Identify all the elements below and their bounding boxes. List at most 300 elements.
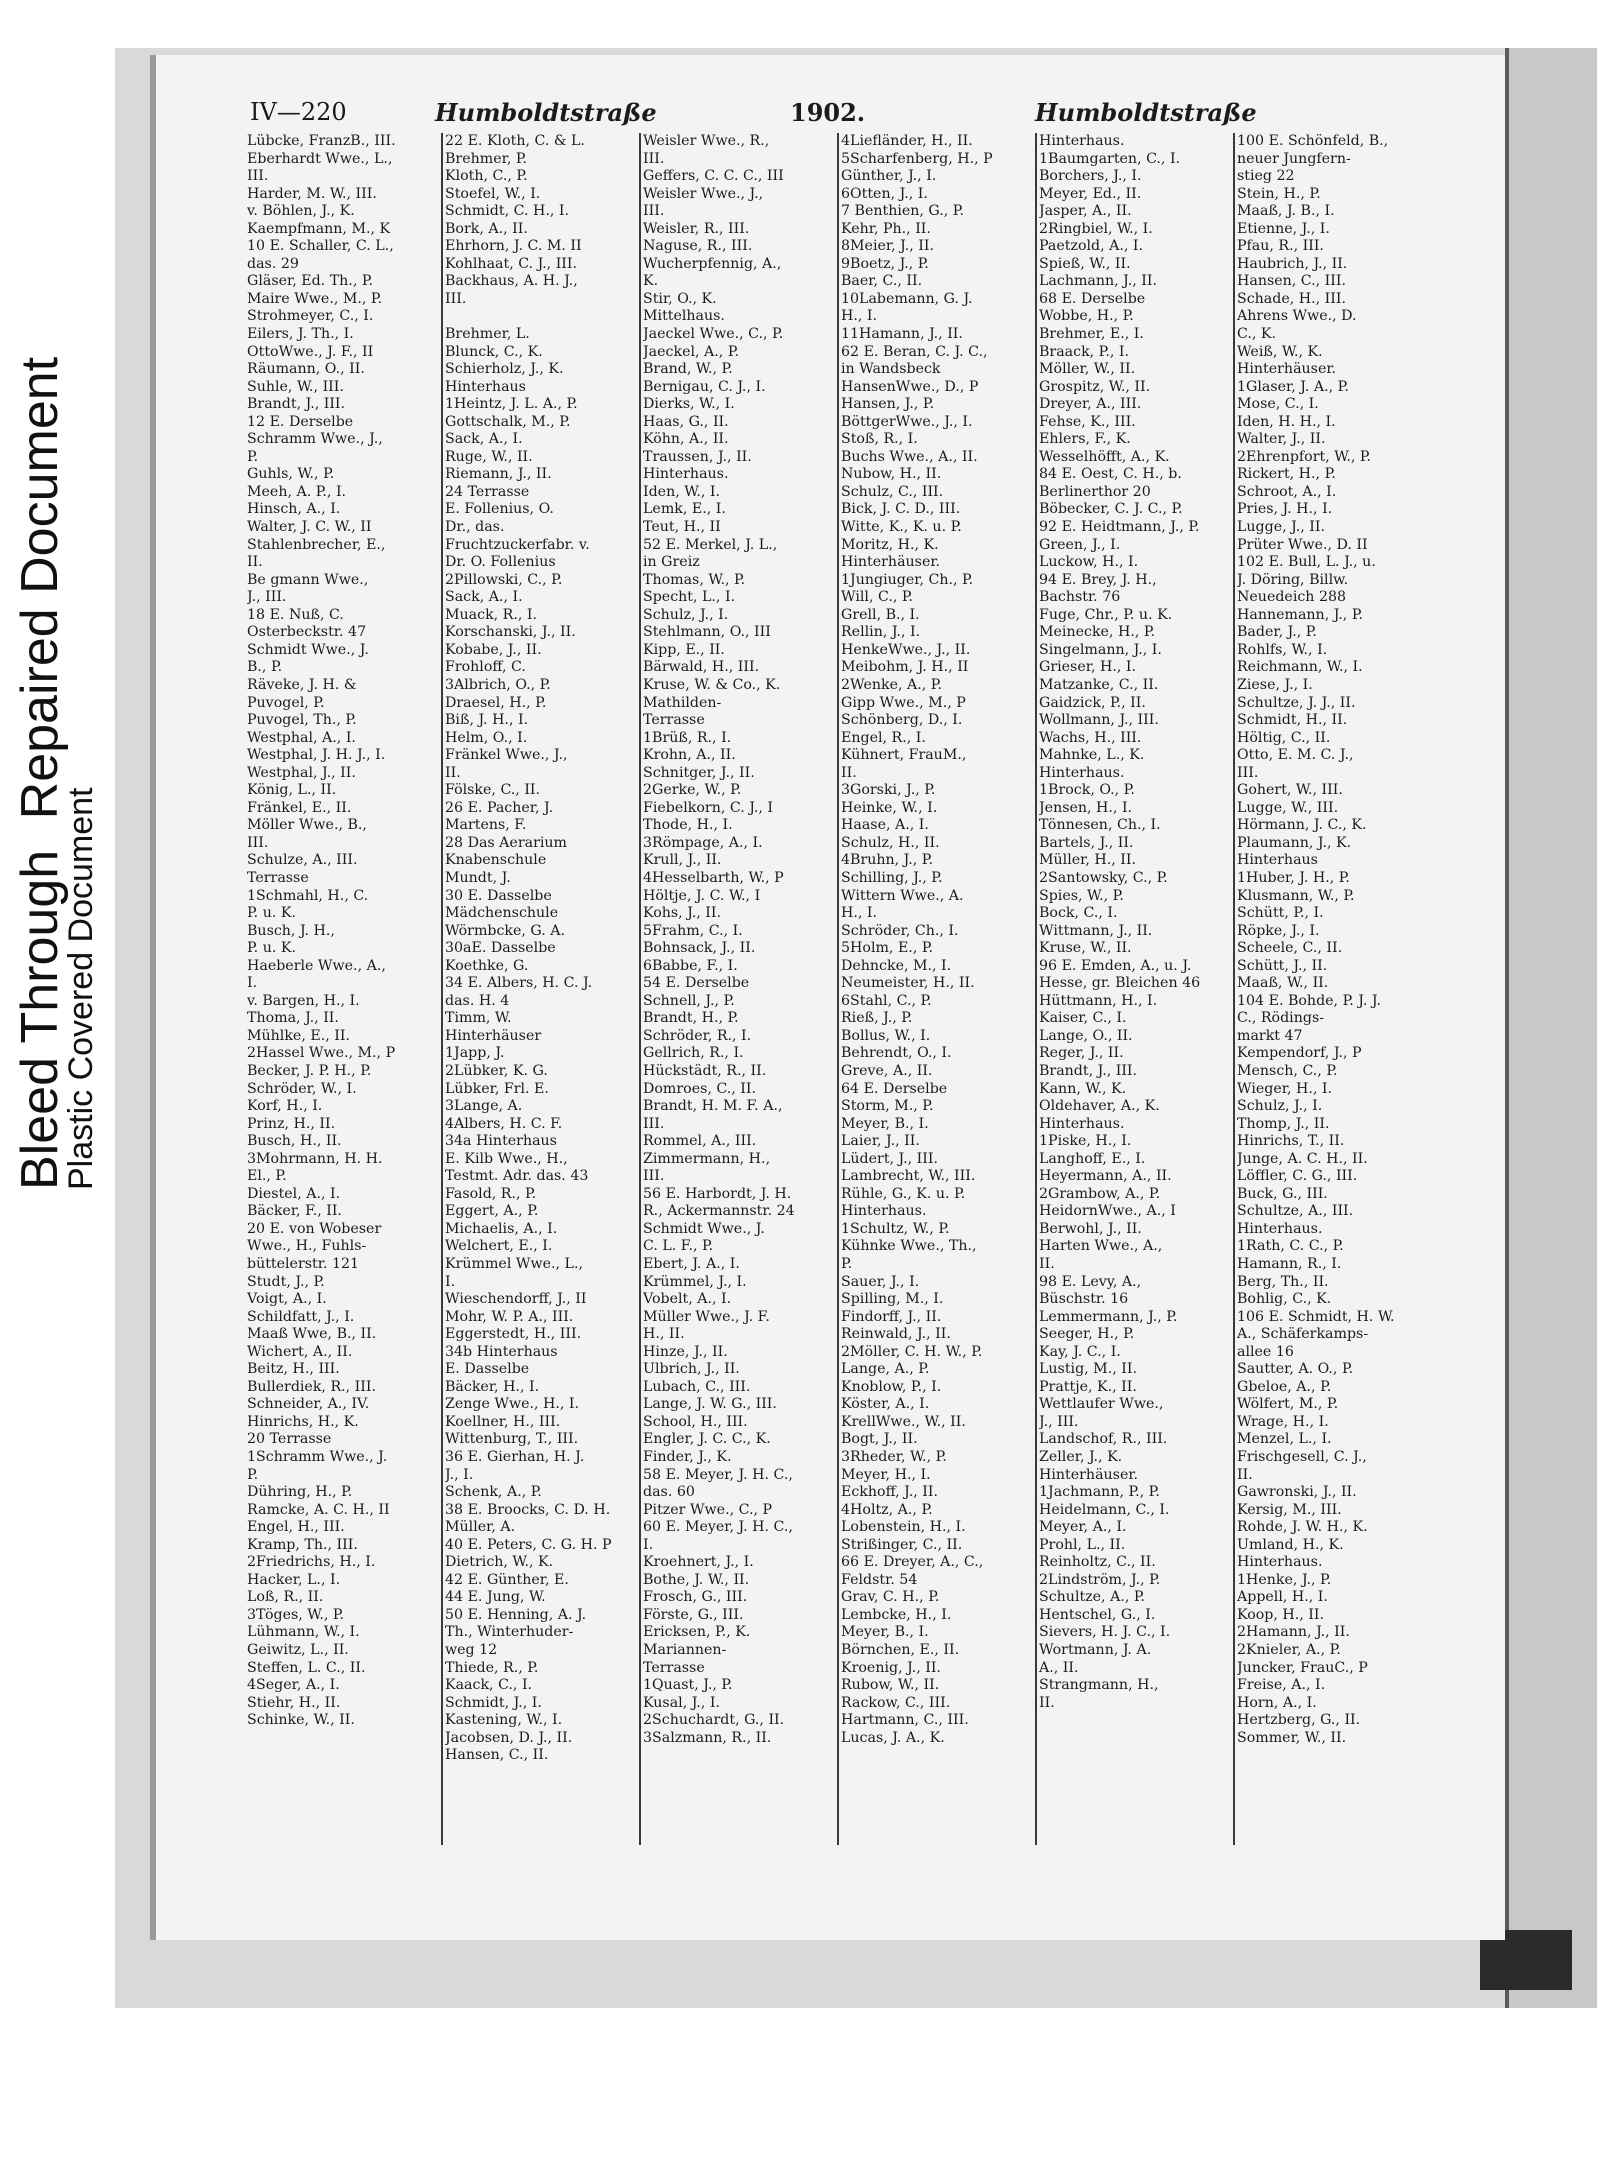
directory-entry: Dreyer, A., III. bbox=[1039, 396, 1142, 413]
directory-entry: Biß, J. H., I. bbox=[445, 712, 529, 729]
directory-entry: Bachstr. 76 bbox=[1039, 589, 1121, 606]
side-label-plastic: Plastic Covered Document bbox=[62, 787, 100, 1190]
directory-entry: 94 E. Brey, J. H., bbox=[1039, 571, 1157, 588]
directory-entry: Bollus, W., I. bbox=[841, 1027, 931, 1044]
directory-entry: 2Hamann, J., II. bbox=[1237, 1624, 1350, 1641]
directory-entry: Ulbrich, J., II. bbox=[643, 1361, 740, 1378]
directory-entry: Voigt, A., I. bbox=[247, 1291, 327, 1308]
directory-entry: Plaumann, J., K. bbox=[1237, 834, 1352, 851]
directory-entry: Brandt, J., III. bbox=[1039, 1062, 1138, 1079]
directory-entry: Koethke, G. bbox=[445, 957, 529, 974]
directory-entry: Möller, W., II. bbox=[1039, 361, 1136, 378]
side-labels bbox=[0, 180, 115, 1190]
directory-entry: II. bbox=[1237, 1466, 1253, 1483]
directory-entry: 2Friedrichs, H., I. bbox=[247, 1554, 376, 1571]
directory-entry: Appell, H., I. bbox=[1237, 1589, 1328, 1606]
directory-entry: Rühle, G., K. u. P. bbox=[841, 1185, 966, 1202]
directory-entry: Hinterhaus bbox=[445, 378, 526, 395]
directory-entry: 28 Das Aerarium bbox=[445, 834, 567, 851]
directory-entry: Be gmann Wwe., bbox=[247, 571, 369, 588]
directory-entry: 3Römpage, A., I. bbox=[643, 834, 763, 851]
directory-entry: Kohlhaat, C. J., III. bbox=[445, 255, 578, 272]
directory-entry: Paetzold, A., I. bbox=[1039, 238, 1144, 255]
directory-entry: Hinterhäuser bbox=[445, 1027, 542, 1044]
directory-entry: Mathilden- bbox=[643, 694, 722, 711]
directory-entry: Teut, H., II bbox=[643, 519, 721, 536]
directory-entry: Bohlig, C., K. bbox=[1237, 1291, 1332, 1308]
directory-entry: 3Mohrmann, H. H. bbox=[247, 1150, 383, 1167]
directory-entry: Domroes, C., II. bbox=[643, 1080, 756, 1097]
directory-entry: Loß, R., II. bbox=[247, 1589, 324, 1606]
directory-entry: Lustig, M., II. bbox=[1039, 1361, 1137, 1378]
directory-entry: Eilers, J. Th., I. bbox=[247, 326, 354, 343]
directory-entry: 34b Hinterhaus bbox=[445, 1343, 558, 1360]
directory-entry: Wörmbcke, G. A. bbox=[445, 922, 566, 939]
directory-entry: P. bbox=[841, 1256, 853, 1272]
directory-entry: Lachmann, J., II. bbox=[1039, 273, 1158, 290]
directory-entry: Hinrichs, H., K. bbox=[247, 1413, 359, 1430]
directory-entry: Wieger, H., I. bbox=[1237, 1080, 1333, 1097]
directory-entry: Grell, B., I. bbox=[841, 606, 920, 623]
directory-entry: Schmidt Wwe., J. bbox=[247, 641, 369, 658]
directory-entry: Ehlers, F., K. bbox=[1039, 431, 1131, 448]
directory-entry: HansenWwe., D., P bbox=[841, 378, 979, 395]
directory-entry: 2Grambow, A., P. bbox=[1039, 1185, 1161, 1202]
directory-entry: Räumann, O., II. bbox=[247, 361, 365, 378]
directory-entry: Eggerstedt, H., III. bbox=[445, 1326, 582, 1343]
directory-entry: Fränkel Wwe., J., bbox=[445, 747, 568, 764]
directory-entry: Hinterhaus. bbox=[841, 1203, 927, 1220]
directory-entry: Green, J., I. bbox=[1039, 536, 1121, 553]
directory-entry: 26 E. Pacher, J. bbox=[445, 799, 554, 816]
directory-entry: Ericksen, P., K. bbox=[643, 1624, 751, 1641]
directory-entry: Zimmermann, H., bbox=[643, 1150, 771, 1167]
directory-entry: Kramp, Th., III. bbox=[247, 1536, 358, 1553]
directory-entry: Weisler, R., III. bbox=[643, 220, 750, 237]
directory-column-6 bbox=[1235, 133, 1433, 1845]
directory-entry: 3Lange, A. bbox=[445, 1098, 523, 1115]
directory-entry: Etienne, J., I. bbox=[1237, 220, 1330, 237]
directory-entry: Hesse, gr. Bleichen 46 bbox=[1039, 975, 1201, 992]
directory-entry: Prattje, K., II. bbox=[1039, 1378, 1137, 1395]
directory-entry: A., Schäferkamps- bbox=[1237, 1326, 1369, 1343]
directory-entry: Hinze, J., II. bbox=[643, 1343, 728, 1360]
directory-entry: Witte, K., K. u. P. bbox=[841, 519, 962, 536]
directory-entry: Hinterhaus. bbox=[1039, 1115, 1125, 1132]
directory-entry: Kühnke Wwe., Th., bbox=[841, 1238, 977, 1255]
directory-entry: Fruchtzuckerfabr. v. bbox=[445, 536, 590, 553]
directory-entry: B., P. bbox=[247, 659, 283, 676]
directory-entry: J., I. bbox=[445, 1466, 474, 1483]
directory-entry: 56 E. Harbordt, J. H. bbox=[643, 1185, 792, 1202]
directory-entry: Harder, M. W., III. bbox=[247, 185, 377, 202]
directory-entry: Schenk, A., P. bbox=[445, 1484, 542, 1501]
directory-entry: Gbeloe, A., P. bbox=[1237, 1378, 1332, 1395]
directory-entry: 6Babbe, F., I. bbox=[643, 957, 738, 974]
directory-entry: Suhle, W., III. bbox=[247, 378, 344, 395]
directory-entry: Müller, H., II. bbox=[1039, 852, 1136, 869]
directory-entry: 2Knieler, A., P. bbox=[1237, 1642, 1341, 1659]
directory-entry: Frosch, G., III. bbox=[643, 1589, 748, 1606]
directory-entry: 4Holtz, A., P. bbox=[841, 1501, 933, 1518]
directory-entry: Wrage, H., I. bbox=[1237, 1413, 1329, 1430]
directory-entry: 102 E. Bull, L. J., u. bbox=[1237, 554, 1376, 571]
directory-entry: Neuedeich 288 bbox=[1237, 589, 1347, 606]
directory-entry: Schütt, P., I. bbox=[1237, 905, 1324, 922]
directory-entry: Schierholz, J., K. bbox=[445, 361, 564, 378]
directory-entry: El., P. bbox=[247, 1168, 287, 1185]
directory-entry: Mühlke, E., II. bbox=[247, 1027, 350, 1044]
directory-entry bbox=[445, 308, 635, 326]
directory-entry: Kruse, W. & Co., K. bbox=[643, 676, 781, 693]
directory-entry: III. bbox=[247, 168, 269, 185]
directory-column-3 bbox=[641, 133, 839, 1845]
directory-entry: Stahlenbrecher, E., bbox=[247, 536, 386, 553]
directory-entry: Stein, H., P. bbox=[1237, 185, 1321, 202]
directory-entry: Gläser, Ed. Th., P. bbox=[247, 273, 374, 290]
directory-entry: Hinrichs, T., II. bbox=[1237, 1133, 1345, 1150]
directory-entry: 18 E. Nuß, C. bbox=[247, 606, 344, 623]
directory-entry: Rohde, J. W. H., K. bbox=[1237, 1519, 1368, 1536]
directory-entry: Schultze, A., III. bbox=[1237, 1203, 1354, 1220]
directory-entry: Backhaus, A. H. J., bbox=[445, 273, 578, 290]
directory-entry: Lübker, Frl. E. bbox=[445, 1080, 549, 1097]
directory-entry: 50 E. Henning, A. J. bbox=[445, 1606, 587, 1623]
directory-entry: Ahrens Wwe., D. bbox=[1237, 308, 1357, 325]
directory-entry: Schroot, A., I. bbox=[1237, 483, 1337, 500]
directory-entry: P. u. K. bbox=[247, 905, 296, 922]
directory-entry: Westphal, J. H. J., I. bbox=[247, 747, 386, 764]
directory-entry: 4Liefländer, H., II. bbox=[841, 133, 973, 149]
directory-entry: Lange, J. W. G., III. bbox=[643, 1396, 777, 1413]
directory-entry: Fasold, R., P. bbox=[445, 1185, 537, 1202]
directory-entry: Kroenig, J., II. bbox=[841, 1659, 941, 1676]
side-label-primary bbox=[10, 341, 70, 1190]
directory-entry: 44 E. Jung, W. bbox=[445, 1589, 546, 1606]
directory-entry: Studt, J., P. bbox=[247, 1273, 325, 1290]
directory-entry: II. bbox=[1039, 1256, 1055, 1272]
directory-entry: in Wandsbeck bbox=[841, 361, 941, 378]
directory-entry: Guhls, W., P. bbox=[247, 466, 335, 483]
directory-entry: Hansen, C., III. bbox=[1237, 273, 1347, 290]
directory-entry: Schnitger, J., II. bbox=[643, 764, 755, 781]
directory-entry: Köster, A., I. bbox=[841, 1396, 930, 1413]
directory-entry: Fehse, K., III. bbox=[1039, 413, 1136, 430]
directory-entry: H., I. bbox=[841, 905, 878, 922]
directory-entry: H., I. bbox=[841, 308, 878, 325]
directory-entry: 9Boetz, J., P. bbox=[841, 255, 929, 272]
directory-entry: Specht, L., I. bbox=[643, 589, 736, 606]
directory-entry: 2Santowsky, C., P. bbox=[1039, 869, 1168, 886]
directory-entry: Ziese, J., I. bbox=[1237, 676, 1313, 693]
directory-entry: 5Holm, E., P. bbox=[841, 940, 934, 957]
directory-entry: Juncker, FrauC., P bbox=[1237, 1659, 1368, 1676]
directory-entry: Wortmann, J. A. bbox=[1039, 1642, 1152, 1659]
directory-entry: Seeger, H., P. bbox=[1039, 1326, 1135, 1343]
directory-entry: Moritz, H., K. bbox=[841, 536, 939, 553]
directory-entry: Schulz, J., I. bbox=[1237, 1098, 1323, 1115]
directory-entry: Wollmann, J., III. bbox=[1039, 712, 1159, 729]
directory-entry: Berwohl, J., II. bbox=[1039, 1220, 1142, 1237]
directory-entry: Krümmel, J., I. bbox=[643, 1273, 747, 1290]
directory-entry: C., Rödings- bbox=[1237, 1010, 1325, 1027]
directory-entry: Korschanski, J., II. bbox=[445, 624, 576, 641]
directory-entry: Stehlmann, O., III bbox=[643, 624, 771, 641]
directory-entry: A., II. bbox=[1039, 1659, 1079, 1676]
directory-entry: Hamann, R., I. bbox=[1237, 1256, 1342, 1272]
directory-entry: Gawronski, J., II. bbox=[1237, 1484, 1357, 1501]
directory-entry: 36 E. Gierhan, H. J. bbox=[445, 1449, 585, 1466]
directory-entry: Mittelhaus. bbox=[643, 308, 725, 325]
directory-entry: 20 E. von Wobeser bbox=[247, 1220, 382, 1237]
directory-entry: Ruge, W., II. bbox=[445, 448, 533, 465]
directory-entry: Walter, J., II. bbox=[1237, 431, 1326, 448]
directory-entry: P. u. K. bbox=[247, 940, 296, 957]
directory-entry: Bartels, J., II. bbox=[1039, 834, 1134, 851]
directory-entry: Fiebelkorn, C. J., I bbox=[643, 799, 773, 816]
directory-entry: 6Stahl, C., P. bbox=[841, 992, 932, 1009]
directory-entry: Hückstädt, R., II. bbox=[643, 1062, 767, 1079]
directory-entry: das. 29 bbox=[247, 255, 299, 272]
directory-entry: Freise, A., I. bbox=[1237, 1677, 1326, 1694]
directory-entry: 4Albers, H. C. F. bbox=[445, 1115, 563, 1132]
directory-entry: 1Jachmann, P., P. bbox=[1039, 1484, 1160, 1501]
directory-entry: Prüter Wwe., D. II bbox=[1237, 536, 1368, 553]
directory-entry: v. Bargen, H., I. bbox=[247, 992, 360, 1009]
directory-entry: Kühnert, FrauM., bbox=[841, 747, 967, 764]
directory-entry: Prohl, L., II. bbox=[1039, 1536, 1126, 1553]
directory-entry: Wachs, H., III. bbox=[1039, 729, 1142, 746]
directory-entry: Müller, A. bbox=[445, 1519, 516, 1536]
directory-entry: Hansen, J., P. bbox=[841, 396, 935, 413]
directory-entry: III. bbox=[643, 1115, 665, 1132]
directory-entry: 68 E. Derselbe bbox=[1039, 290, 1146, 307]
directory-entry: III. bbox=[643, 203, 665, 220]
directory-entry: Sommer, W., II. bbox=[1237, 1729, 1347, 1746]
directory-entry: Knabenschule bbox=[445, 852, 547, 869]
directory-entry: Sack, A., I. bbox=[445, 589, 523, 606]
directory-entry: Hinterhaus. bbox=[643, 466, 729, 483]
directory-entry: I. bbox=[445, 1273, 456, 1290]
directory-entry: Pfau, R., III. bbox=[1237, 238, 1324, 255]
directory-entry: Buck, G., III. bbox=[1237, 1185, 1328, 1202]
directory-column-2 bbox=[443, 133, 641, 1845]
directory-entry: Stir, O., K. bbox=[643, 290, 717, 307]
directory-entry: neuer Jungfern- bbox=[1237, 150, 1351, 167]
directory-entry: Neumeister, H., II. bbox=[841, 975, 975, 992]
directory-entry: Lugge, J., II. bbox=[1237, 519, 1325, 536]
directory-entry: Thoma, J., II. bbox=[247, 1010, 339, 1027]
directory-entry: Welchert, E., I. bbox=[445, 1238, 553, 1255]
directory-entry: Finder, J., K. bbox=[643, 1449, 732, 1466]
directory-entry: R., Ackermannstr. 24 bbox=[643, 1203, 795, 1220]
directory-entry: Dr. O. Follenius bbox=[445, 554, 556, 571]
directory-entry: Kipp, E., II. bbox=[643, 641, 725, 658]
directory-entry: P. bbox=[247, 1466, 259, 1483]
directory-entry: Osterbeckstr. 47 bbox=[247, 624, 367, 641]
directory-entry: 1Heintz, J. L. A., P. bbox=[445, 396, 578, 413]
directory-entry: 3Gorski, J., P. bbox=[841, 782, 936, 799]
directory-entry: Weiß, W., K. bbox=[1237, 343, 1323, 360]
directory-entry: Will, C., P. bbox=[841, 589, 914, 606]
directory-entry: Günther, J., I. bbox=[841, 168, 937, 185]
directory-entry: Grospitz, W., II. bbox=[1039, 378, 1151, 395]
directory-entry: Frischgesell, C. J., bbox=[1237, 1449, 1367, 1466]
directory-entry: Wettlaufer Wwe., bbox=[1039, 1396, 1164, 1413]
directory-entry: Bärwald, H., III. bbox=[643, 659, 760, 676]
directory-entry: Wobbe, H., P. bbox=[1039, 308, 1134, 325]
directory-entry: Schütt, J., II. bbox=[1237, 957, 1328, 974]
directory-entry: Mahnke, L., K. bbox=[1039, 747, 1145, 764]
directory-entry: Fränkel, E., II. bbox=[247, 799, 352, 816]
directory-entry: Timm, W. bbox=[445, 1010, 512, 1027]
directory-entry: Eggert, A., P. bbox=[445, 1203, 539, 1220]
directory-entry: Spilling, M., I. bbox=[841, 1291, 944, 1308]
directory-entry: Findorff, J., II. bbox=[841, 1308, 942, 1325]
directory-entry: 10Labemann, G. J. bbox=[841, 290, 973, 307]
directory-entry: 100 E. Schönfeld, B., bbox=[1237, 133, 1389, 149]
directory-entry: Naguse, R., III. bbox=[643, 238, 753, 255]
directory-entry: Otto, E. M. C. J., bbox=[1237, 747, 1354, 764]
directory-entry: Westphal, J., II. bbox=[247, 764, 356, 781]
directory-entry: Hinsch, A., I. bbox=[247, 501, 341, 518]
directory-entry: Rieß, J., P. bbox=[841, 1010, 913, 1027]
directory-entry: allee 16 bbox=[1237, 1343, 1294, 1360]
directory-entry: J., III. bbox=[247, 589, 287, 606]
directory-entry: Beitz, H., III. bbox=[247, 1361, 340, 1378]
directory-entry: Bork, A., II. bbox=[445, 220, 528, 237]
directory-entry: 2Lübker, K. G. bbox=[445, 1062, 548, 1079]
directory-entry: Schulze, A., III. bbox=[247, 852, 358, 869]
directory-entry: Mädchenschule bbox=[445, 905, 559, 922]
directory-entry: Lambrecht, W., III. bbox=[841, 1168, 976, 1185]
directory-entry: OttoWwe., J. F., II bbox=[247, 343, 374, 360]
directory-entry: Hannemann, J., P. bbox=[1237, 606, 1364, 623]
directory-entry: Haeberle Wwe., A., bbox=[247, 957, 386, 974]
directory-entry: Berg, Th., II. bbox=[1237, 1273, 1329, 1290]
directory-entry: Lugge, W., III. bbox=[1237, 799, 1339, 816]
directory-entry: Fuge, Chr., P. u. K. bbox=[1039, 606, 1173, 623]
directory-entry: Reichmann, W., I. bbox=[1237, 659, 1363, 676]
directory-entry: Riemann, J., II. bbox=[445, 466, 552, 483]
directory-entry: 54 E. Derselbe bbox=[643, 975, 750, 992]
directory-entry: Rellin, J., I. bbox=[841, 624, 921, 641]
directory-entry: Hacker, L., I. bbox=[247, 1571, 341, 1588]
directory-entry: Kruse, W., II. bbox=[1039, 940, 1132, 957]
directory-entry: Möller Wwe., B., bbox=[247, 817, 367, 834]
directory-entry: 1Rath, C. C., P. bbox=[1237, 1238, 1344, 1255]
directory-entry: Dehncke, M., I. bbox=[841, 957, 952, 974]
directory-entry: Schneider, A., IV. bbox=[247, 1396, 370, 1413]
directory-entry: Gohert, W., III. bbox=[1237, 782, 1343, 799]
directory-entry: Bothe, J. W., II. bbox=[643, 1571, 750, 1588]
directory-entry: Kusal, J., I. bbox=[643, 1694, 720, 1711]
directory-entry: Braack, P., I. bbox=[1039, 343, 1129, 360]
directory-entry: Eckhoff, J., II. bbox=[841, 1484, 939, 1501]
directory-entry: Schmidt, C. H., I. bbox=[445, 203, 569, 220]
directory-entry: Thomp, J., II. bbox=[1237, 1115, 1330, 1132]
directory-entry: Jensen, H., I. bbox=[1039, 799, 1133, 816]
directory-entry: Bäcker, H., I. bbox=[445, 1378, 540, 1395]
directory-entry: Weisler Wwe., J., bbox=[643, 185, 764, 202]
directory-entry: 66 E. Dreyer, A., C., bbox=[841, 1554, 984, 1571]
directory-entry: Schmidt Wwe., J. bbox=[643, 1220, 765, 1237]
directory-entry: Langhoff, E., I. bbox=[1039, 1150, 1146, 1167]
directory-entry: Umland, H., K. bbox=[1237, 1536, 1344, 1553]
directory-entry: Klusmann, W., P. bbox=[1237, 887, 1355, 904]
directory-entry: Maaß, W., II. bbox=[1237, 975, 1329, 992]
directory-entry: Höltje, J. C. W., I bbox=[643, 887, 761, 904]
directory-entry: 1Piske, H., I. bbox=[1039, 1133, 1132, 1150]
directory-entry: Gipp Wwe., M., P bbox=[841, 694, 966, 711]
directory-entry: 22 E. Kloth, C. & L. bbox=[445, 133, 585, 149]
directory-entry: K. bbox=[643, 273, 659, 290]
directory-entry: Meibohm, J. H., II bbox=[841, 659, 969, 676]
directory-entry: Walter, J. C. W., II bbox=[247, 519, 372, 536]
directory-entry: Buchs Wwe., A., II. bbox=[841, 448, 978, 465]
directory-entry: 2Schuchardt, G., II. bbox=[643, 1712, 785, 1729]
directory-entry: Mose, C., I. bbox=[1237, 396, 1319, 413]
directory-entry: J., III. bbox=[1039, 1413, 1079, 1430]
directory-entry: Jaeckel Wwe., C., P. bbox=[643, 326, 784, 343]
directory-entry: Mariannen- bbox=[643, 1642, 727, 1659]
directory-entry: Oldehaver, A., K. bbox=[1039, 1098, 1160, 1115]
directory-entry: Wichert, A., II. bbox=[247, 1343, 353, 1360]
directory-entry: Iden, H. H., I. bbox=[1237, 413, 1336, 430]
directory-entry: Schmidt, H., II. bbox=[1237, 712, 1348, 729]
directory-entry: 5Scharfenberg, H., P bbox=[841, 150, 993, 167]
directory-entry: Förste, G., III. bbox=[643, 1606, 744, 1623]
directory-entry: 1Schultz, W., P. bbox=[841, 1220, 950, 1237]
directory-entry: Geiwitz, L., II. bbox=[247, 1642, 349, 1659]
page-header bbox=[250, 98, 1257, 127]
directory-entry: das. 60 bbox=[643, 1484, 695, 1501]
directory-entry: P. bbox=[247, 448, 259, 465]
directory-entry: Jaeckel, A., P. bbox=[643, 343, 739, 360]
directory-entry: Geffers, C. C. C., III bbox=[643, 168, 784, 185]
directory-entry: 64 E. Derselbe bbox=[841, 1080, 948, 1097]
directory-entry: Luckow, H., I. bbox=[1039, 554, 1139, 571]
directory-entry: Kehr, Ph., II. bbox=[841, 220, 931, 237]
directory-entry: Draesel, H., P. bbox=[445, 694, 547, 711]
directory-entry: I. bbox=[247, 975, 258, 992]
directory-entry: 1Quast, J., P. bbox=[643, 1677, 733, 1694]
directory-entry: Heyermann, A., II. bbox=[1039, 1168, 1172, 1185]
directory-entry: Böbecker, C. J. C., P. bbox=[1039, 501, 1183, 518]
directory-entry: Berlinerthor 20 bbox=[1039, 483, 1151, 500]
directory-entry: Menzel, L., I. bbox=[1237, 1431, 1332, 1448]
directory-entry: Gottschalk, M., P. bbox=[445, 413, 571, 430]
directory-entry: Thiede, R., P. bbox=[445, 1659, 539, 1676]
directory-entry: 40 E. Peters, C. G. H. P bbox=[445, 1536, 612, 1553]
directory-entry: Schröder, W., I. bbox=[247, 1080, 357, 1097]
directory-entry: Brand, W., P. bbox=[643, 361, 733, 378]
street-title-left: Humboldtstraße bbox=[435, 98, 657, 127]
directory-entry: Krull, J., II. bbox=[643, 852, 722, 869]
directory-entry: 1Japp, J. bbox=[445, 1045, 505, 1062]
directory-entry: III. bbox=[445, 290, 467, 307]
directory-entry: 52 E. Merkel, J. L., bbox=[643, 536, 778, 553]
directory-entry: Kaack, C., I. bbox=[445, 1677, 533, 1694]
directory-entry: Horn, A., I. bbox=[1237, 1694, 1317, 1711]
directory-entry: 4Hesselbarth, W., P bbox=[643, 869, 784, 886]
directory-entry: Engel, H., III. bbox=[247, 1519, 345, 1536]
directory-entry: Lange, A., P. bbox=[841, 1361, 930, 1378]
directory-entry: Kloth, C., P. bbox=[445, 168, 528, 185]
directory-entry: Wucherpfennig, A., bbox=[643, 255, 782, 272]
directory-entry: HenkeWwe., J., II. bbox=[841, 641, 971, 658]
directory-entry: Löffler, C. G., III. bbox=[1237, 1168, 1358, 1185]
